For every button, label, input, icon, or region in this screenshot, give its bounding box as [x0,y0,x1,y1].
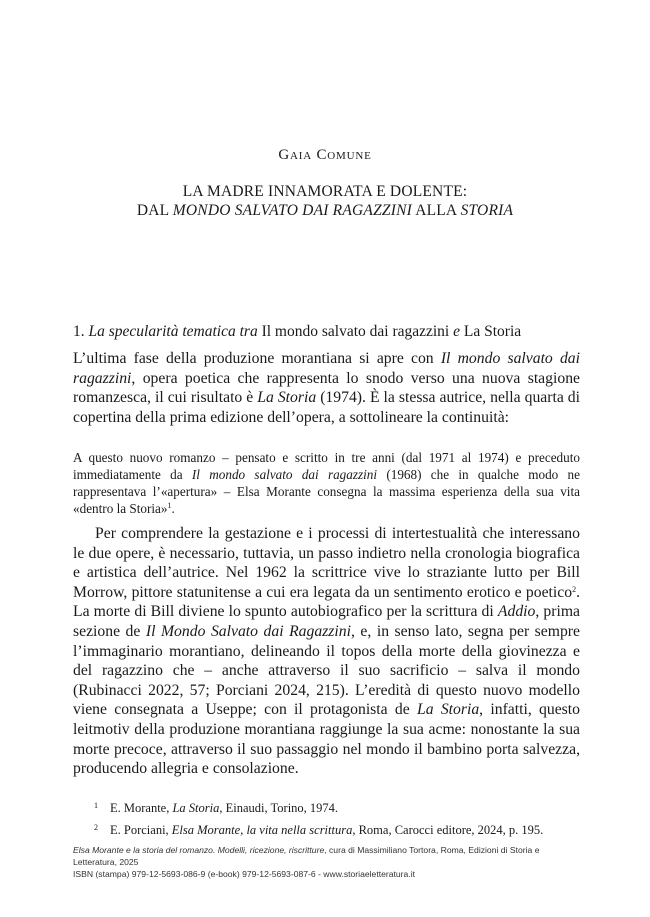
work-title: Il mondo salvato dai ragazzini [191,467,378,482]
section-heading [73,323,593,341]
heading-italic: e [453,323,461,340]
heading-work-title: La Storia [460,323,522,340]
text: , infatti, questo leitmotiv della produzione morantiana raggiunge la sua acme: nonostante la sua morte precoce, attraverso il suo passaggio nel mondo il bambino porta salvezza, producendo allegria e consolazione. [73,701,580,778]
work-title: Elsa Morante, la vita nella scrittura [171,823,353,837]
text: . [171,501,175,516]
text: , opera poetica che rappresenta lo snodo verso una nuova stagione romanzesca, il cui risultato è [73,369,580,407]
title-text: ALLA [411,202,461,219]
footnote-1 [94,796,594,818]
footnote-number: 2 [94,823,98,832]
author-name: Gaia Comune [278,147,372,163]
footnote-ref-1[interactable]: 1 [167,501,172,510]
text: (1974). È la stessa autrice, nella quarta di copertina della prima edizione dell’opera, a sottolineare la continuità: [73,389,581,426]
footnote-number: 1 [94,801,98,810]
text: A questo nuovo romanzo – pensato e scritto in tre anni (dal 1971 al 1974) e preceduto immediatamente da [73,450,580,482]
text: (1968) che in qualche modo ne rappresentava l’«apertura» – Elsa Morante consegna la massima esperienza della sua vita «dentro la Storia» [73,467,580,516]
text: E. Morante, [110,801,173,815]
work-title: La Storia [172,801,220,815]
text: , prima sezione de [73,603,581,640]
title-italic-work: MONDO SALVATO DAI RAGAZZINI [172,202,412,219]
work-title: Il mondo salvato dai ragazzini [73,350,580,387]
block-quote [73,449,580,517]
title-line-2 [0,201,650,220]
title-italic-work: STORIA [460,202,514,219]
chapter-title [0,182,650,220]
section-number: 1. [73,323,89,340]
paragraph-1 [73,349,580,427]
title-text: DAL [136,202,173,219]
title-line-1: LA MADRE INNAMORATA E DOLENTE: [182,183,468,200]
footnotes [94,796,594,840]
colophon [73,844,563,880]
work-title: La Storia [257,389,317,407]
colophon-isbn: ISBN (stampa) 979-12-5693-086-9 (e-book) 979-12-5693-087-6 - www.storiaeletteratura.it [73,869,416,879]
text: , e, in senso lato, segna per sempre l’immaginario morantiano, delineando il topos della morte della giovinezza e del ragazzino che – anche attraverso il suo sacrificio – salva il mondo (Rubinacci 2022, 57; Porciani 2024, 215). L’eredità di questo nuovo modello viene consegnata a Useppe; con il protagonista de [73,622,580,719]
colophon-line-1 [73,844,563,868]
footnote-2 [94,818,594,840]
work-title: Il Mondo Salvato dai Ragazzini [145,622,351,640]
heading-italic: La specularità tematica tra [88,323,258,340]
paragraph-2 [73,524,580,779]
text: , Roma, Carocci editore, 2024, p. 195. [352,823,544,837]
heading-work-title: Il mondo salvato dai ragazzini [257,323,454,340]
text: . La morte di Bill diviene lo spunto autobiografico per la scrittura di [73,583,580,621]
work-title: Addio [497,603,536,621]
text: L’ultima fase della produzione morantiana si apre con [73,350,441,367]
book-title: Elsa Morante e la storia del romanzo. Modelli, ricezione, riscritture [73,845,325,855]
work-title: La Storia [416,701,480,719]
text: Per comprendere la gestazione e i processi di intertestualità che interessano le due opere, è necessario, tuttavia, un passo indietro nella cronologia biografica e artistica dell’autrice. Nel 1962 la scrittrice vive lo straziante lutto per Bill Morrow, pittore statunitense a cui era legata da un sentimento erotico e poetico [73,525,580,601]
text: E. Porciani, [110,823,172,837]
footnote-ref-2[interactable]: 2 [572,584,577,594]
text: , cura di Massimiliano Tortora, Roma, Edizioni di Storia e Letteratura, 2025 [73,845,540,867]
text: , Einaudi, Torino, 1974. [219,801,339,815]
